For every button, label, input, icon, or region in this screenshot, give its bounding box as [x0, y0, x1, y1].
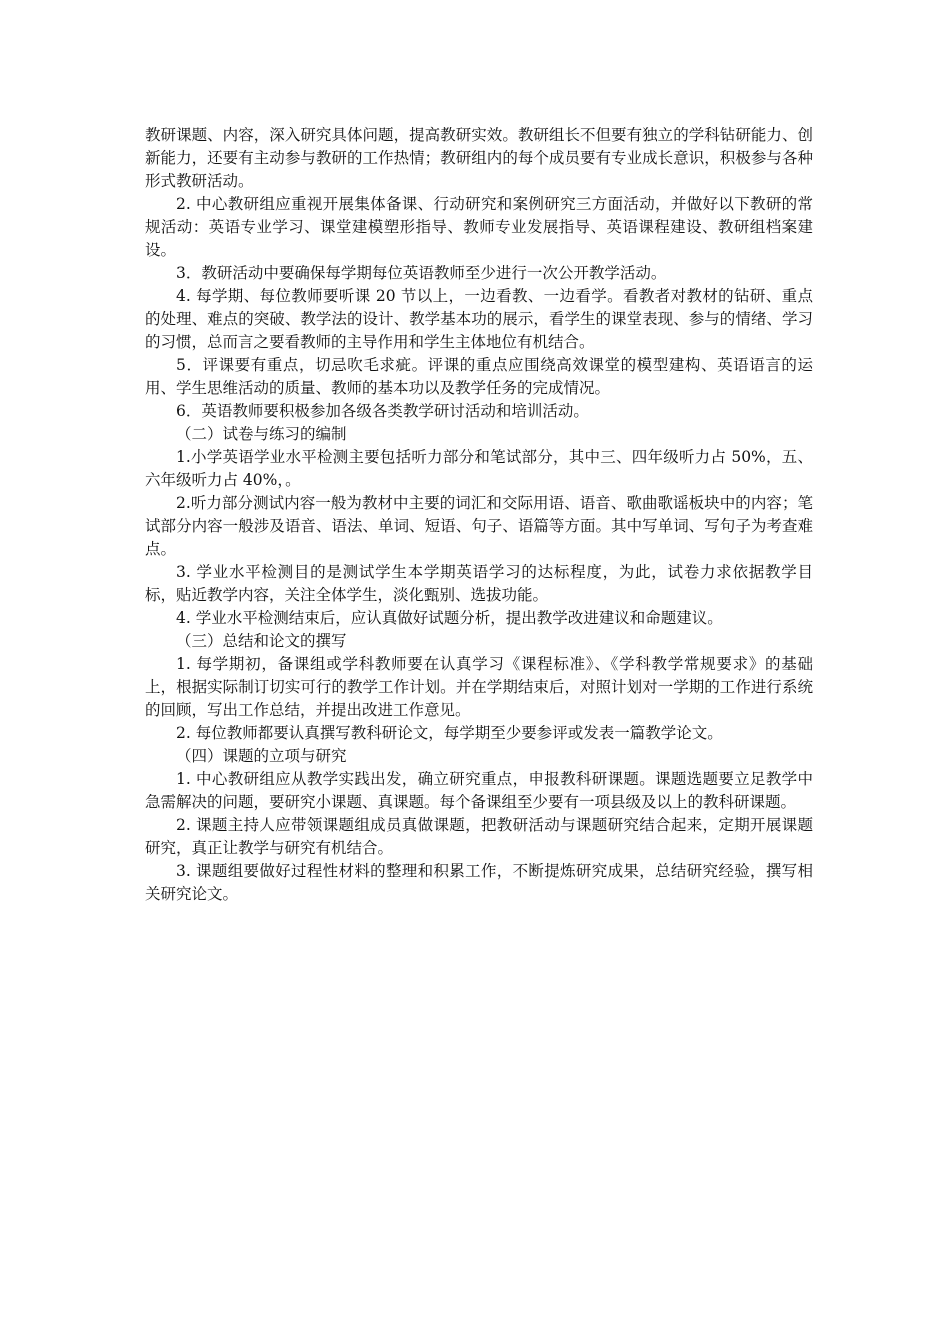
- paragraph-item-1-4: 4. 每学期、每位教师要听课 20 节以上，一边看教、一边看学。看教者对教材的钻研、重点的处理、难点的突破、教学法的设计、教学基本功的展示，看学生的课堂表现、参与的情绪、学习的习惯，总而言之要看教师的主导作用和学生主体地位有机结合。: [145, 287, 813, 351]
- paragraph-item-2-4: 4. 学业水平检测结束后，应认真做好试题分析，提出教学改进建议和命题建议。: [176, 609, 723, 627]
- paragraph-item-1-5: 5．评课要有重点，切忌吹毛求疵。评课的重点应围绕高效课堂的模型建构、英语语言的运用、学生思维活动的质量、教师的基本功以及教学任务的完成情况。: [145, 356, 813, 397]
- document-page: [145, 124, 813, 906]
- section-heading-4: （四）课题的立项与研究: [176, 747, 347, 765]
- paragraph-item-4-1: 1. 中心教研组应从教学实践出发，确立研究重点，申报教科研课题。课题选题要立足教学中急需解决的问题，要研究小课题、真课题。每个备课组至少要有一项县级及以上的教科研课题。: [145, 770, 813, 811]
- paragraph-item-3-2: 2. 每位教师都要认真撰写教科研论文，每学期至少要参评或发表一篇教学论文。: [176, 724, 723, 742]
- paragraph-item-3-1: 1. 每学期初，备课组或学科教师要在认真学习《课程标准》、《学科教学常规要求》的基础上，根据实际制订切实可行的教学工作计划。并在学期结束后，对照计划对一学期的工作进行系统的回顾，写出工作总结，并提出改进工作意见。: [145, 655, 813, 719]
- paragraph-item-4-2: 2. 课题主持人应带领课题组成员真做课题，把教研活动与课题研究结合起来，定期开展课题研究，真正让教学与研究有机结合。: [145, 816, 813, 857]
- paragraph-intro-continuation: 教研课题、内容，深入研究具体问题，提高教研实效。教研组长不但要有独立的学科钻研能力、创新能力，还要有主动参与教研的工作热情；教研组内的每个成员要有专业成长意识，积极参与各种形式教研活动。: [145, 126, 813, 190]
- paragraph-item-1-6: 6．英语教师要积极参加各级各类教学研讨活动和培训活动。: [176, 402, 589, 420]
- paragraph-item-2-2: 2.听力部分测试内容一般为教材中主要的词汇和交际用语、语音、歌曲歌谣板块中的内容；笔试部分内容一般涉及语音、语法、单词、短语、句子、语篇等方面。其中写单词、写句子为考查难点。: [145, 494, 813, 558]
- paragraph-item-2-1: 1.小学英语学业水平检测主要包括听力部分和笔试部分，其中三、四年级听力占 50%，五、六年级听力占 40%，。: [145, 448, 813, 489]
- paragraph-item-4-3: 3. 课题组要做好过程性材料的整理和积累工作，不断提炼研究成果，总结研究经验，撰写相关研究论文。: [145, 862, 813, 903]
- paragraph-item-1-3: 3．教研活动中要确保每学期每位英语教师至少进行一次公开教学活动。: [176, 264, 667, 282]
- paragraph-item-2-3: 3. 学业水平检测目的是测试学生本学期英语学习的达标程度，为此，试卷力求依据教学目标，贴近教学内容，关注全体学生，淡化甄别、选拔功能。: [145, 563, 813, 604]
- section-heading-2: （二）试卷与练习的编制: [176, 425, 347, 443]
- paragraph-item-1-2: 2. 中心教研组应重视开展集体备课、行动研究和案例研究三方面活动，并做好以下教研的常规活动：英语专业学习、课堂建模塑形指导、教师专业发展指导、英语课程建设、教研组档案建设。: [145, 195, 813, 259]
- section-heading-3: （三）总结和论文的撰写: [176, 632, 347, 650]
